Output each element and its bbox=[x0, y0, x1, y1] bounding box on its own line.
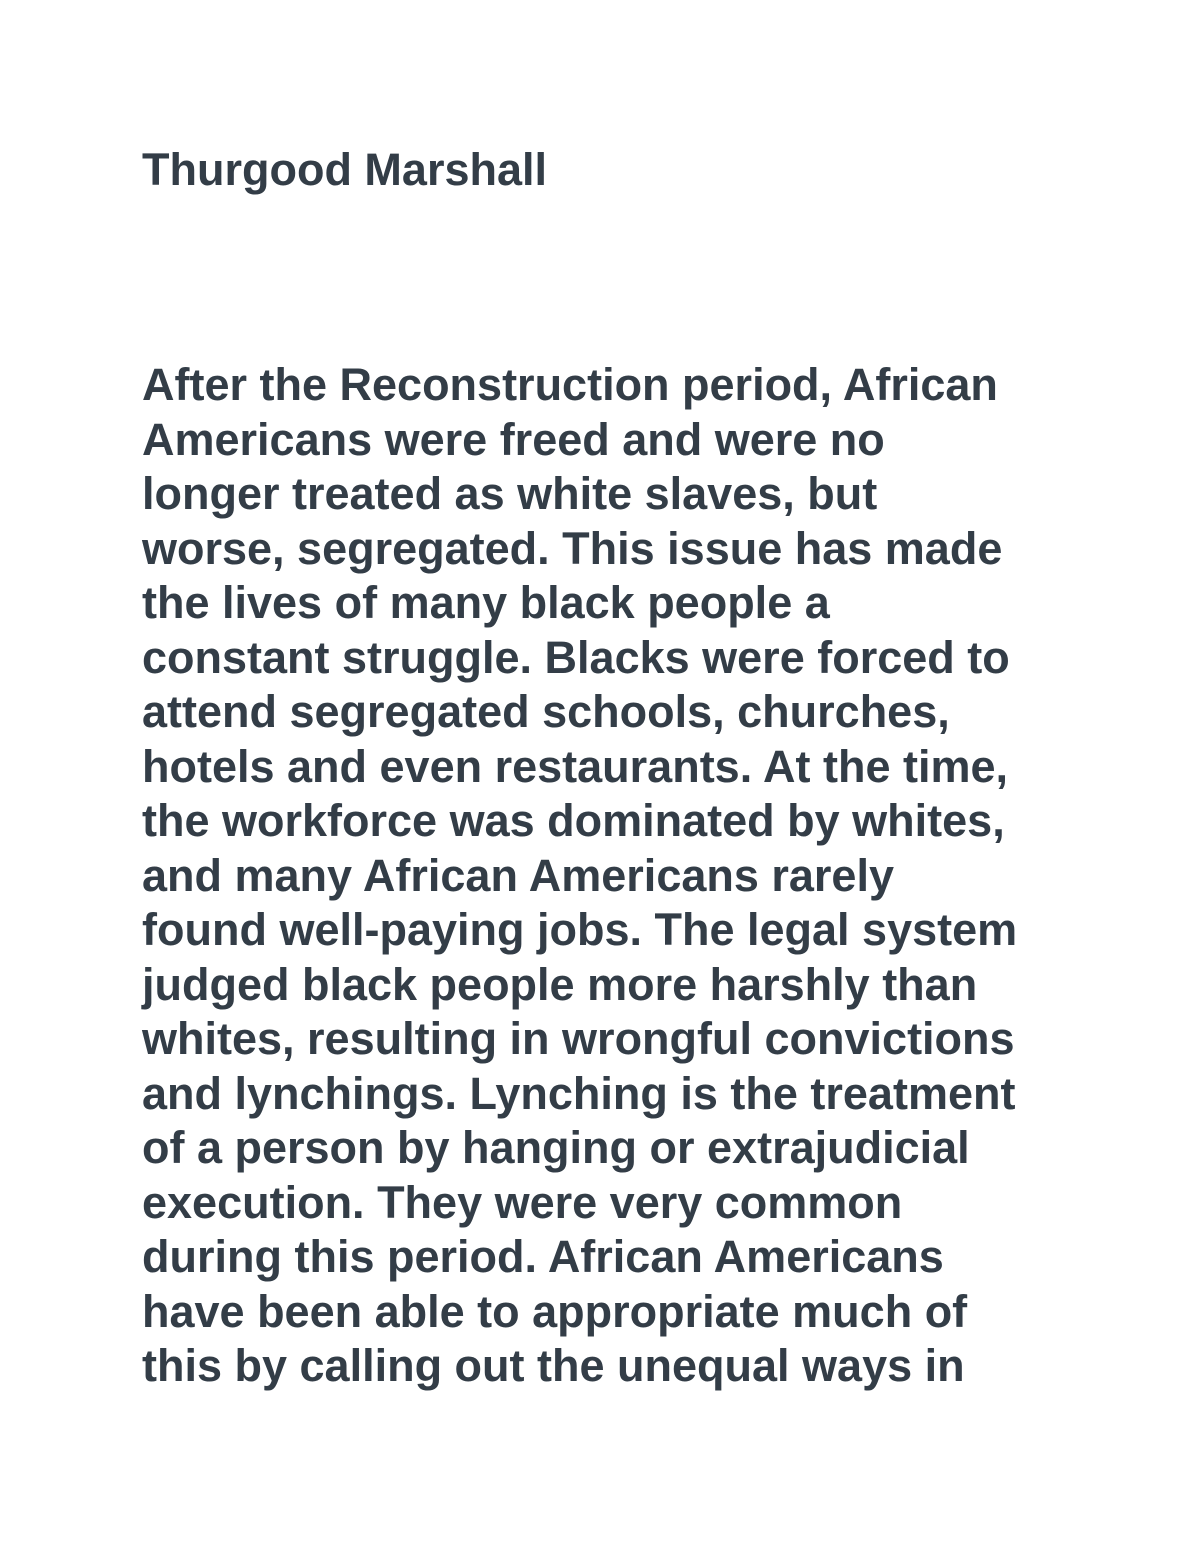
paragraph-line: the lives of many black people a bbox=[142, 577, 830, 628]
paragraph-line: have been able to appropriate much of bbox=[142, 1285, 968, 1337]
paragraph-line: longer treated as white slaves, but bbox=[142, 468, 878, 519]
paragraph-line: found well-paying jobs. The legal system bbox=[142, 904, 1018, 955]
paragraph-line: whites, resulting in wrongful convictions bbox=[142, 1013, 1015, 1064]
paragraph-line: hotels and even restaurants. At the time, bbox=[142, 740, 1009, 792]
paragraph-line: of a person by hanging or extrajudicial bbox=[142, 1122, 970, 1173]
paragraph-line: execution. They were very common bbox=[142, 1176, 903, 1228]
paragraph-line: attend segregated schools, churches, bbox=[142, 686, 950, 737]
paragraph-line: worse, segregated. This issue has made bbox=[142, 522, 1003, 574]
paragraph-line: After the Reconstruction period, African bbox=[142, 359, 998, 410]
paragraph-line: judged black people more harshly than bbox=[142, 958, 978, 1010]
paragraph-line: constant struggle. Blacks were forced to bbox=[142, 631, 1010, 683]
paragraph-line: and many African Americans rarely bbox=[142, 849, 894, 901]
paragraph-line: and lynchings. Lynching is the treatment bbox=[142, 1067, 1016, 1119]
paragraph-line: this by calling out the unequal ways in bbox=[142, 1340, 965, 1391]
page-title: Thurgood Marshall bbox=[142, 144, 547, 195]
paragraph-line: during this period. African Americans bbox=[142, 1231, 944, 1282]
body-paragraph bbox=[142, 358, 1062, 1394]
paragraph-line: Americans were freed and were no bbox=[142, 413, 885, 465]
paragraph-line: the workforce was dominated by whites, bbox=[142, 795, 1005, 846]
